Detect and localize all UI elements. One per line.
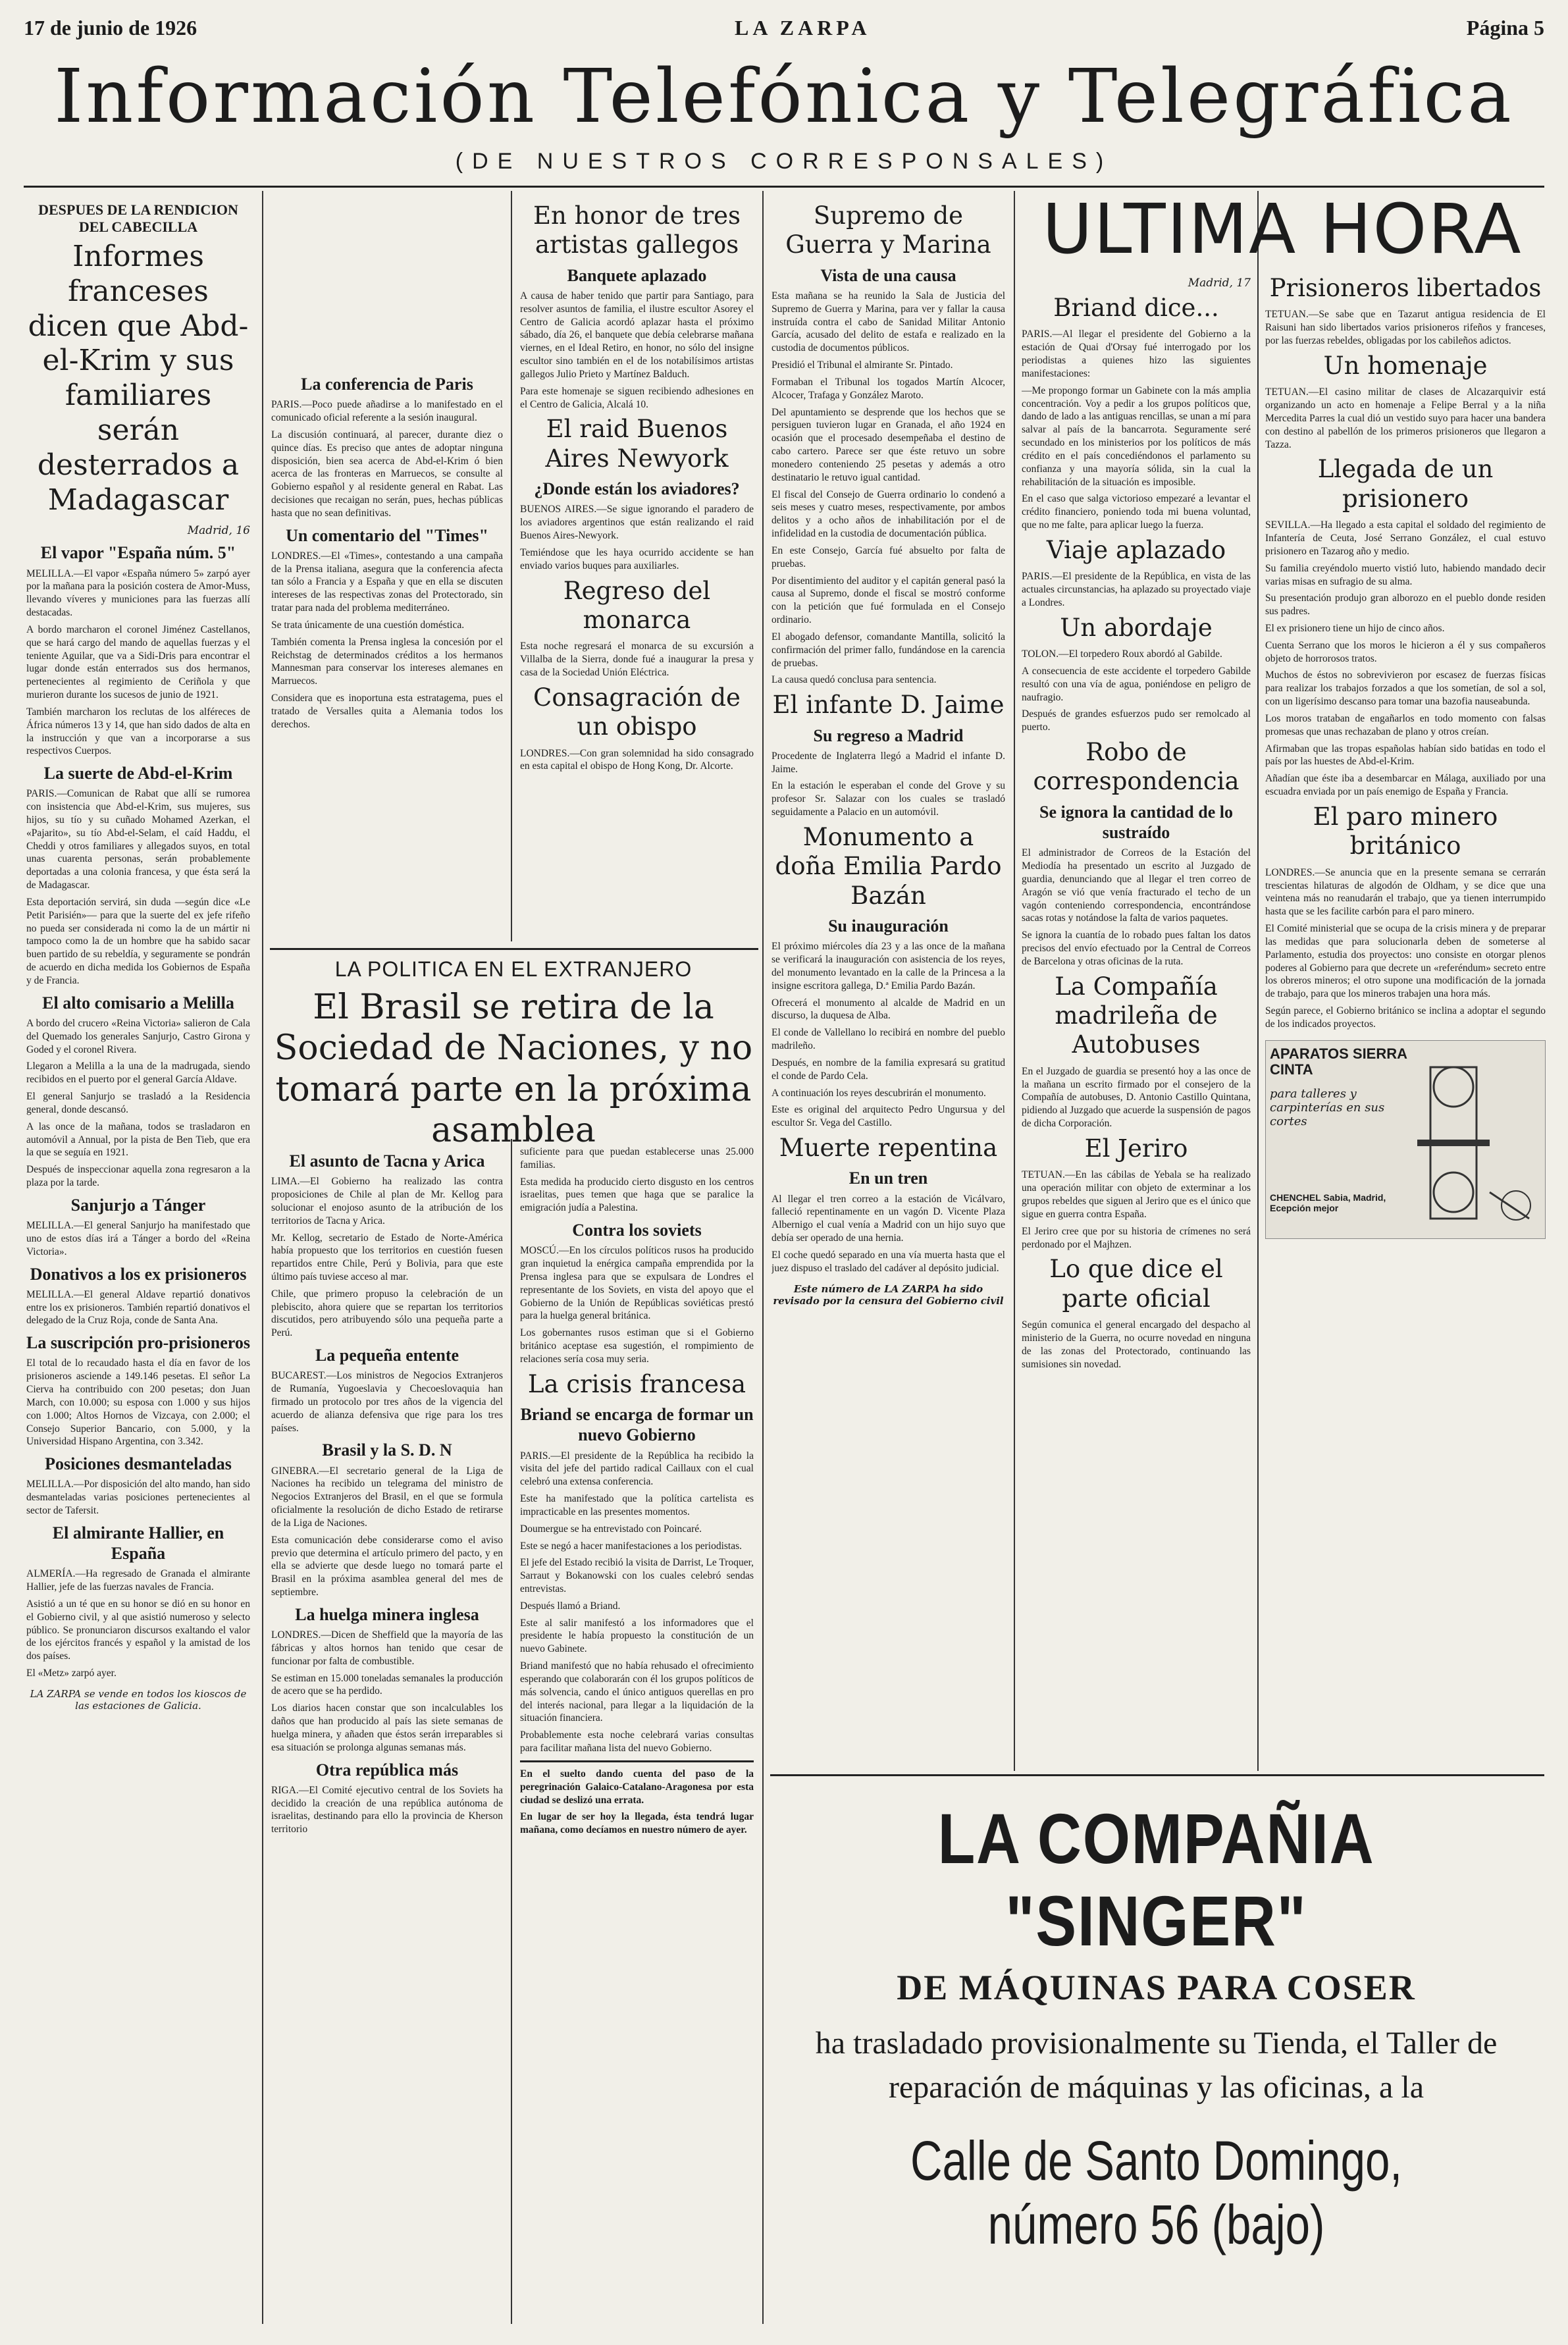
paragraph: Los moros trataban de engañarlos en todo momento con falsas promesas que unas rechazaban de plano y otros creían. bbox=[1265, 712, 1546, 737]
section-title: Brasil y la S. D. N bbox=[322, 1440, 452, 1460]
ad-line-3: ha trasladado provisionalmente su Tienda, el Taller de reparación de máquinas y las oficinas, a la bbox=[815, 2026, 1498, 2105]
paragraph: LONDRES.—El «Times», contestando a una campaña de la Prensa italiana, asegura que la conferencia afecta tan sólo a Francia y a España y que en ella se discuten intereses de las respectivas zonas del Protectorado, sin tratar para nada del problema mediterráneo. bbox=[271, 550, 503, 614]
paragraph: Esta mañana se ha reunido la Sala de Justicia del Supremo de Guerra y Marina, para ver y fallar la causa instruída contra el cabo de Sanidad Militar Antonio García, acusado del delito de estafa e realizado en la custodia de documentos públicos. bbox=[771, 290, 1005, 354]
paragraph: Cuenta Serrano que los moros le hicieron a él y sus compañeros objeto de horrorosos tratos. bbox=[1265, 639, 1546, 664]
paragraph: En el caso que salga victorioso empezaré a levantar el crédito financiero, poniendo toda mi buena voluntad, que no me falte, para aplicar luego la fuerza. bbox=[1022, 493, 1251, 531]
paragraph: Se ignora la cuantía de lo robado pues faltan los datos precisos del envío efectuado por la Central de Correos de Barcelona y otras oficinas de la ruta. bbox=[1022, 930, 1251, 967]
paragraph: LONDRES.—Con gran solemnidad ha sido consagrado en esta capital el obispo de Hong Kong, Dr. Alcorte. bbox=[520, 747, 754, 772]
headline: Monumento a doña Emilia Pardo Bazán bbox=[775, 822, 1002, 910]
column-divider bbox=[762, 191, 764, 2324]
paragraph: El total de lo recaudado hasta el día en favor de los prisioneros asciende a 149.146 pesetas. El señor La Cierva ha contribuido con 200 pesetas; don Juan March, con 10.000; su esposa con 1.000 y sus hijos con 1.000; Altos Hornos de Vizcaya, con 2.000; el Consejo Superior Bancario, con 5.000, y la Universidad Hispano Argentina, con 3.342. bbox=[26, 1357, 250, 1448]
section-title: Donativos a los ex prisioneros bbox=[30, 1264, 247, 1284]
page-header bbox=[24, 16, 1544, 42]
headline: Muerte repentina bbox=[779, 1134, 998, 1162]
paragraph: Esta comunicación debe considerarse como el aviso previo que determina el artículo primero del pacto, y en ella se advierte que desde luego no tomará parte el Brasil en la próxima asamblea general del mes de septiembre. bbox=[271, 1534, 503, 1598]
paragraph: A bordo marcharon el coronel Jiménez Castellanos, que se hará cargo del mando de aquellas fuerzas y el teniente Aguilar, que va a Sidi-Dris para encontrar el lugar donde están enterrados sus dos hermanos, pertenecientes al regimiento de Ceriñola y que murieron durante los sucesos de junio de 1921. bbox=[26, 623, 250, 701]
ultima-hora-banner bbox=[1019, 191, 1546, 270]
paragraph: Por disentimiento del auditor y el capitán general pasó la causa al Supremo, donde el fiscal se mostró conforme con la petición que fué formulada en el Consejo ordinario. bbox=[771, 575, 1005, 626]
section-title: El almirante Hallier, en España bbox=[52, 1523, 224, 1564]
column-6 bbox=[1265, 270, 1546, 1771]
headline: En honor de tres artistas gallegos bbox=[533, 201, 741, 259]
paragraph: Su familia creyéndolo muerto vistió luto, habiendo mandado decir varias misas en sufragio de su alma. bbox=[1265, 562, 1546, 587]
paragraph: En el Juzgado de guardia se presentó hoy a las once de la mañana un escrito firmado por el consejero de la Compañía de autobuses, D. Antonio Castillo Quintana, pidiendo al Juzgado que acuerde la suspensión de pagos de dicha Corporación. bbox=[1022, 1065, 1251, 1130]
paragraph: Se trata únicamente de una cuestión doméstica. bbox=[271, 619, 465, 631]
section-title: La pequeña entente bbox=[315, 1346, 459, 1365]
paragraph: Añadían que éste iba a desembarcar en Málaga, auxiliado por una escuadra enviada por un país enemigo de España y Francia. bbox=[1265, 773, 1546, 798]
paragraph: TETUAN.—Se sabe que en Tazarut antigua residencia de El Raisuni han sido libertados varios prisioneros rifeños y franceses, por las fuerzas rebeldes, obligadas por los cabileños adictos. bbox=[1265, 309, 1546, 347]
headline: Prisioneros libertados bbox=[1269, 274, 1542, 302]
column-1 bbox=[26, 198, 250, 2324]
column-4 bbox=[771, 198, 1005, 1771]
paragraph: MELILLA.—El vapor «España número 5» zarpó ayer por la mañana para la posición costera de Amor-Muss, llevando víveres y municiones para las fuerzas allí destacadas. bbox=[26, 567, 250, 619]
column-divider bbox=[511, 191, 512, 941]
paragraph: MELILLA.—El general Sanjurjo ha manifestado que uno de estos días irá a Tánger a bordo del «Reina Victoria». bbox=[26, 1220, 250, 1257]
paragraph: Después, en nombre de la familia expresará su gratitud el conde de Pardo Cela. bbox=[771, 1057, 1005, 1082]
paragraph: Temiéndose que les haya ocurrido accidente se han enviado varios buques para auxiliarles. bbox=[520, 546, 754, 571]
headline: Regreso del monarca bbox=[563, 576, 711, 634]
column-3-bottom bbox=[520, 1146, 754, 2324]
paragraph: Los diarios hacen constar que son incalculables los daños que han producido al país las siete semanas de huelga minera, y añaden que éstos serán irreparables si esa situación se prolonga algunas semanas más. bbox=[271, 1702, 503, 1753]
paragraph: El fiscal del Consejo de Guerra ordinario lo condenó a seis meses y cuatro meses, respectivamente, por ambos delitos y a ocho años de inhabilitación por el de infidelidad en la custodia de documentación pública. bbox=[771, 488, 1005, 540]
subheadline: ¿Donde están los aviadores? bbox=[534, 479, 740, 499]
paragraph: BUCAREST.—Los ministros de Negocios Extranjeros de Rumanía, Yugoeslavia y Checoeslovaquia han firmado un protocolo por tres años de la vigencia del acuerdo de alianza defensiva que rige para los tres países. bbox=[271, 1370, 503, 1434]
paragraph: También comenta la Prensa inglesa la concesión por el Reichstag de determinados créditos a los hermanos Mannesman para conservar los intereses alemanes en Marruecos. bbox=[271, 636, 503, 687]
headline: Informes franceses dicen que Abd-el-Krim y sus familiares serán desterrados a Madagascar bbox=[28, 240, 249, 517]
paragraph: Procedente de Inglaterra llegó a Madrid el infante D. Jaime. bbox=[771, 750, 1005, 775]
subheadline: En un tren bbox=[849, 1169, 928, 1188]
paragraph: Según comunica el general encargado del despacho al ministerio de la Guerra, no ocurre novedad en ninguna de las zonas del Protectorado, continuando las sumisiones sin novedad. bbox=[1022, 1319, 1251, 1370]
paragraph: Probablemente esta noche celebrará varias consultas para facilitar mañana lista del nuevo Gobierno. bbox=[520, 1729, 754, 1754]
paragraph: A las once de la mañana, todos se trasladaron en automóvil a Annual, por la pista de Ben Tieb, que era la que se seguía en 1921. bbox=[26, 1120, 250, 1159]
headline: Briand dice... bbox=[1053, 294, 1219, 322]
headline: Llegada de un prisionero bbox=[1317, 455, 1494, 513]
paragraph: Este ha manifestado que la política cartelista es impracticable en las presentes momentos. bbox=[520, 1493, 754, 1517]
singer-advertisement bbox=[766, 1778, 1546, 2324]
politica-headline: El Brasil se retira de la Sociedad de Naciones, y no tomará parte en la próxima asamblea bbox=[274, 988, 753, 1151]
paragraph: suficiente para que puedan establecerse unas 25.000 familias. bbox=[520, 1146, 754, 1171]
paragraph: El general Sanjurjo se trasladó a la Residencia general, donde descansó. bbox=[26, 1091, 250, 1115]
kicker: DESPUES DE LA RENDICION DEL CABECILLA bbox=[38, 201, 238, 235]
paragraph: A bordo del crucero «Reina Victoria» salieron de Cala del Quemado los generales Sanjurjo, Castro Girona y Goded y el coronel Rivera. bbox=[26, 1017, 250, 1055]
subheadline: Su inauguración bbox=[828, 916, 949, 936]
headline: El paro minero británico bbox=[1313, 802, 1498, 860]
column-divider bbox=[511, 1139, 512, 2324]
paragraph: Afirmaban que las tropas españolas habían sido batidas en todo el país por las huestes de Abd-el-Krim. bbox=[1265, 743, 1546, 768]
censor-note: Este número de LA ZARPA ha sido revisado por la censura del Gobierno civil bbox=[773, 1282, 1004, 1307]
paragraph: RIGA.—El Comité ejecutivo central de los Soviets ha decidido la creación de una república autónoma de israelitas, destinando para ello la provincia de Kherson territorio bbox=[271, 1784, 503, 1835]
paragraph: MELILLA.—Por disposición del alto mando, han sido desmanteladas varias posiciones pertenecientes al sector de Tafersit. bbox=[26, 1479, 250, 1517]
paragraph: El abogado defensor, comandante Mantilla, solicitó la confirmación del primer fallo, fundándose en la carencia de pruebas. bbox=[771, 631, 1005, 669]
paragraph: PARIS.—El presidente de la República ha recibido la visita del jefe del partido radical Caillaux con el cual celebró una extensa conferencia. bbox=[520, 1450, 754, 1488]
paragraph: PARIS.—El presidente de la República, en vista de las actuales circunstancias, ha aplazado su proyectado viaje a Londres. bbox=[1022, 571, 1251, 608]
section-title: Posiciones desmanteladas bbox=[45, 1454, 232, 1474]
column-divider bbox=[1014, 191, 1015, 1771]
section-title: Otra república más bbox=[315, 1760, 459, 1779]
column-divider bbox=[1257, 191, 1259, 1771]
paragraph: Después de grandes esfuerzos pudo ser remolcado al puerto. bbox=[1022, 708, 1251, 733]
paragraph: Mr. Kellog, secretario de Estado de Norte-América había propuesto que los territorios en cuestión fuesen repartidos entre Chile, Perú y Bolivia, para que este último país tuviese acceso al mar. bbox=[271, 1232, 503, 1282]
headline: La crisis francesa bbox=[527, 1369, 746, 1398]
dateline: Madrid, 16 bbox=[187, 524, 250, 538]
paragraph: Se estiman en 15.000 toneladas semanales la producción de acero que se ha perdido. bbox=[271, 1672, 503, 1697]
paragraph: A causa de haber tenido que partir para Santiago, para resolver asuntos de familia, el ilustre escultor Asorey el Centro de Galicia acordó aplazar hasta el próximo sábado, día 26, el banquete que debía celebrarse mañana viernes, en el Ideal Retiro, en honor, no sólo del insigne escultor sino también en el de los notabilísimos artistas gallegos Julio Prieto y Martínez Balduch. bbox=[520, 290, 754, 380]
paragraph: Su presentación produjo gran alborozo en el pueblo donde residen sus padres. bbox=[1265, 593, 1546, 618]
headline: El Jeriro bbox=[1084, 1134, 1188, 1163]
paragraph: El Jeriro cree que por su historia de crímenes no será perdonado por el Majhzen. bbox=[1022, 1225, 1251, 1250]
paragraph: GINEBRA.—El secretario general de la Liga de Naciones ha recibido un telegrama del ministro de Negocios Extranjeros del Brasil, en el que se formula oficialmente la resolución de dicho Estado de retirarse de la Liga de Naciones. bbox=[271, 1465, 503, 1529]
section-title: El vapor "España núm. 5" bbox=[40, 543, 236, 563]
paragraph: —Me propongo formar un Gabinete con la más amplia concentración. Voy a pedir a los grupos políticos que, dando de lado a las antiguas rencillas, se unan a mí para salvar al país de la bancarrota. Seguramente seré secundado en los ministerios por los políticos de más crédito en el país concediéndonos el parlamento su confianza y una mayoría sólida, sin la cual la rehabilitación de la situación es imposible. bbox=[1022, 384, 1251, 488]
subheadline: Briand se encarga de formar un nuevo Gobierno bbox=[520, 1405, 754, 1445]
column-5 bbox=[1022, 195, 1251, 1771]
paragraph: La causa quedó conclusa para sentencia. bbox=[771, 674, 937, 686]
ad-rule bbox=[770, 1774, 1544, 1776]
masthead-title: Información Telefónica y Telegráfica bbox=[54, 54, 1514, 140]
ad-footer-text: CHENCHEL Sabia, Madrid, Ecepción mejor bbox=[1270, 1192, 1386, 1213]
section-title: La suscripción pro-prisioneros bbox=[26, 1333, 250, 1353]
paragraph: Ofrecerá el monumento al alcalde de Madrid en un discurso, la duquesa de Alba. bbox=[771, 997, 1005, 1022]
paragraph: Formaban el Tribunal los togados Martín Alcocer, Alcocer, Trafaga y González Maroto. bbox=[771, 376, 1005, 401]
paragraph: El «Metz» zarpó ayer. bbox=[26, 1668, 117, 1679]
headline: El raid Buenos Aires Newyork bbox=[545, 415, 729, 473]
ad-subtext: para talleres y carpinterías en sus cortes bbox=[1270, 1086, 1385, 1128]
section-rule bbox=[520, 1760, 754, 1762]
paragraph: Asistió a un té que en su honor se dió en su honor en el Gobierno civil, y al que asistió numeroso y selecto público. Se pronunciaron discursos exaltando el valor de los ejércitos francés y español y la amistad de los dos países. bbox=[26, 1598, 250, 1662]
paragraph: Este es original del arquitecto Pedro Ungursua y del escultor Sr. Vega del Castillo. bbox=[771, 1104, 1005, 1129]
paragraph: Presidió el Tribunal el almirante Sr. Pintado. bbox=[771, 359, 953, 371]
section-title: El asunto de Tacna y Arica bbox=[289, 1151, 485, 1171]
paragraph: Los gobernantes rusos estiman que si el Gobierno británico aceptase esa sugestión, el rompimiento de relaciones sería cosa muy seria. bbox=[520, 1327, 754, 1365]
column-2-bottom bbox=[271, 1146, 503, 2324]
paragraph: BUENOS AIRES.—Se sigue ignorando el paradero de los aviadores argentinos que están realizando el raid Buenos Aires-Newyork. bbox=[520, 504, 754, 542]
ad-brand-text: APARATOS SIERRA CINTA bbox=[1270, 1045, 1407, 1078]
paragraph: Briand manifestó que no había rehusado el ofrecimiento esperando que colaborarán con él los grupos políticos de más solvencia, cando el único antiguos querellas en pro del interés nacional, para llegar a la liquidación de la situación financiera. bbox=[520, 1660, 754, 1724]
paragraph: MELILLA.—El general Aldave repartió donativos entre los ex prisioneros. También repartió donativos el delegado de la Cruz Roja, conde de Santa Ana. bbox=[26, 1288, 250, 1327]
ad-line-4: Calle de Santo Domingo, número 56 (bajo) bbox=[910, 2130, 1403, 2256]
dateline: Madrid, 17 bbox=[1188, 277, 1251, 290]
paragraph: ALMERÍA.—Ha regresado de Granada el almirante Hallier, jefe de las fuerzas navales de Francia. bbox=[26, 1568, 250, 1593]
section-title: Sanjurjo a Tánger bbox=[70, 1195, 206, 1215]
paragraph: A consecuencia de este accidente el torpedero Gabilde resultó con una vía de agua, poniéndose en peligro de naufragio. bbox=[1022, 665, 1251, 703]
paragraph: Al llegar el tren correo a la estación de Vicálvaro, falleció repentinamente en un vagón D. Vicente Plaza Albernigo el cual venía a Madrid con un hijo suyo que debía ser operado de una hernia. bbox=[771, 1193, 1005, 1244]
paragraph: El ex prisionero tiene un hijo de cinco años. bbox=[1265, 622, 1445, 634]
paragraph: En este Consejo, García fué absuelto por falta de pruebas. bbox=[771, 544, 1005, 569]
paragraph: Este al salir manifestó a los informadores que el presidente le había propuesto la constitución de un nuevo Gabinete. bbox=[520, 1617, 754, 1655]
section-title: La huelga minera inglesa bbox=[295, 1604, 479, 1624]
masthead-rule bbox=[24, 186, 1544, 188]
headline: El infante D. Jaime bbox=[772, 691, 1005, 720]
subheadline: Banquete aplazado bbox=[567, 265, 707, 285]
paragraph: SEVILLA.—Ha llegado a esta capital el soldado del regimiento de Infantería de Ceuta, José Serrano González, el cual estuvo prisionero en Tazarog año y medio. bbox=[1265, 519, 1546, 557]
paragraph: A continuación los reyes descubrirán el monumento. bbox=[771, 1087, 986, 1099]
paragraph: El administrador de Correos de la Estación del Mediodía ha presentado un escrito al Juzgado de guardia, denunciando que al llegar el tren correo de Aragón se vió que venía fracturado el techo de un vagón conteniendo correspondencia, encontrándose sacas rotas y notándose la falta de varios paquetes. bbox=[1022, 847, 1251, 924]
paragraph: Después de inspeccionar aquella zona regresaron a la plaza por la tarde. bbox=[26, 1164, 250, 1189]
paragraph: Esta deportación servirá, sin duda —según dice «Le Petit Parisién»— para que la suerte del ex jefe rifeño no pueda ser considerada ni como la de un mártir ni tampoco como la de un hombre que ha sabido sacar buen partido de su rebeldía, y seguramente se pondrán de acuerdo en dicha medida los Gobiernos de España y de Francia. bbox=[26, 896, 250, 986]
paragraph: El Comité ministerial que se ocupa de la crisis minera y de preparar las medidas que para solucionarla deben de someterse al Parlamento, estudia dos proyectos: uno consiste en otorgar plenos poderes al Gobierno para que decrete un «referéndum» secreto entre los obreros mineros; el otro supone una modificación de la jornada de trabajo, para que los mineros trabajen una hora más. bbox=[1265, 923, 1546, 1000]
paragraph: Para este homenaje se siguen recibiendo adhesiones en el Centro de Galicia, Alcalá 10. bbox=[520, 385, 754, 410]
paragraph: MOSCÚ.—En los círculos políticos rusos ha producido gran inquietud la enérgica campaña emprendida por la Prensa inglesa para que se expulsara de Londres el representante de los Soviets, en vista del apoyo que el Gobierno de la Unión de Repúblicas soviéticas prestó para la huelga general británica. bbox=[520, 1245, 754, 1322]
paragraph: PARIS.—Comunican de Rabat que allí se rumorea con insistencia que Abd-el-Krim, sus mujeres, sus hijos, su tío y su cuñado Mohamed Azerkan, el «Pajarito», su tío Abd-el-Selam, el caíd Haddu, el Cheddi y otros familiares y allegados suyos, en total unas cuarenta personas, serán probablemente deportadas a una colonia francesa, y que ésta será la de Madagascar. bbox=[26, 788, 250, 891]
section-title: Contra los soviets bbox=[572, 1221, 702, 1240]
column-divider bbox=[262, 191, 263, 2324]
paragraph: Considera que es inoportuna esta estratagema, pues el tratado de Versalles quita a Alemania todos los derechos. bbox=[271, 693, 503, 730]
paragraph: Del apuntamiento se desprende que los hechos que se persiguen tuvieron lugar en Granada, el año 1924 en ocasión que el procesado desempeñaba el destino de cabo cartero. Parece ser que éste retuvo un sobre monedero conteniendo 25 pesetas y además a otro destinatario le retuvo igual cantidad. bbox=[771, 406, 1005, 483]
paragraph: Esta medida ha producido cierto disgusto en los centros israelitas, pues temen que haga que se paralice la emigración judía a Palestina. bbox=[520, 1176, 754, 1214]
paragraph: Muchos de éstos no sobrevivieron por escasez de fuerzas físicas para realizar los trabajos forzados a que los sometían, de sol a sol, con un ligerísimo descanso para tomar una bazofia nauseabunda. bbox=[1265, 670, 1546, 708]
headline: Consagración de un obispo bbox=[533, 683, 741, 741]
paragraph: En lugar de ser hoy la llegada, ésta tendrá lugar mañana, como decíamos en nuestro número de ayer. bbox=[520, 1811, 754, 1836]
section-title: Un comentario del "Times" bbox=[286, 525, 488, 545]
headline: Un abordaje bbox=[1060, 613, 1213, 642]
headline: La Compañía madrileña de Autobuses bbox=[1055, 972, 1218, 1059]
headline: Lo que dice el parte oficial bbox=[1049, 1255, 1223, 1313]
paragraph: LIMA.—El Gobierno ha realizado las contra proposiciones de Chile al plan de Mr. Kellog para solucionar el enojoso asunto de la atribución de los territorios de Tacna y Arica. bbox=[271, 1176, 503, 1226]
headline: Viaje aplazado bbox=[1046, 535, 1226, 564]
subheadline: Se ignora la cantidad de lo sustraído bbox=[1039, 802, 1233, 843]
headline: Un homenaje bbox=[1323, 351, 1488, 380]
footnote: LA ZARPA se vende en todos los kioscos de las estaciones de Galicia. bbox=[30, 1687, 247, 1712]
paragraph: Este se negó a hacer manifestaciones a los periodistas. bbox=[520, 1540, 743, 1552]
paragraph: La discusión continuará, al parecer, durante diez o quince días. Es preciso que antes de adoptar ninguna disposición, bien sea acerca de Abd-el-Krim ó bien acerca de las fronteras en Marruecos, se consulte al Gobierno español y al residente general en Rabat. Las decisiones que recaigan no serán, pues, hechas públicas hasta que no sean definitivas. bbox=[271, 429, 503, 519]
politica-kicker: LA POLITICA EN EL EXTRANJERO bbox=[334, 957, 693, 981]
section-title: La conferencia de Paris bbox=[301, 375, 473, 394]
paragraph: Chile, que primero propuso la celebración de un plebiscito, ahora quiere que se repartan los territorios discutidos, pero atribuyendo sólo una pequeña parte a Perú. bbox=[271, 1288, 503, 1339]
paragraph: El coche quedó separado en una vía muerta hasta que el juez dispuso el traslado del cadáver al depósito judicial. bbox=[771, 1249, 1005, 1274]
headline: Supremo de Guerra y Marina bbox=[785, 201, 991, 259]
headline: Robo de correspondencia bbox=[1033, 738, 1240, 796]
ad-line-1: LA COMPAÑIA "SINGER" bbox=[937, 1799, 1375, 1961]
section-title: El alto comisario a Melilla bbox=[42, 993, 234, 1013]
paragraph: Según parece, el Gobierno británico se inclina a adoptar el segundo de los indicados proyectos. bbox=[1265, 1005, 1546, 1030]
paragraph: LONDRES.—Se anuncia que en la presente semana se cerrarán trescientas hilaturas de algodón de Oldham, y se dice que una veintena más no reanudarán el trabajo, que ya tienen interrumpido hasta que se les facilite carbón para el paro minero. bbox=[1265, 866, 1546, 918]
section-rule bbox=[270, 948, 758, 950]
masthead-subtitle: (DE NUESTROS CORRESPONSALES) bbox=[455, 149, 1113, 174]
paragraph: PARIS.—Poco puede añadirse a lo manifestado en el comunicado oficial referente a la sesión inaugural. bbox=[271, 399, 503, 424]
header-paper-name: LA ZARPA bbox=[735, 16, 871, 40]
politica-header bbox=[270, 955, 757, 1158]
paragraph: Después llamó a Briand. bbox=[520, 1600, 621, 1612]
paragraph: Doumergue se ha entrevistado con Poincaré. bbox=[520, 1523, 702, 1535]
paragraph: TETUAN.—En las cábilas de Yebala se ha realizado una operación militar con objeto de exterminar a los grupos rebeldes que siguen al Jeriro que es el único que sigue en guerra contra España. bbox=[1022, 1169, 1251, 1220]
paragraph: El jefe del Estado recibió la visita de Darrist, Le Troquer, Sarraut y Bokanowski con los cuales celebró sendas entrevistas. bbox=[520, 1557, 754, 1594]
paragraph: En la estación le esperaban el conde del Grove y su profesor Sr. Salazar con los cuales se trasladó seguidamente a Palacio en un automóvil. bbox=[771, 780, 1005, 818]
subheadline: Su regreso a Madrid bbox=[813, 725, 964, 745]
paragraph: Llegaron a Melilla a la una de la madrugada, siendo recibidos en el puerto por el general García Aldave. bbox=[26, 1061, 250, 1086]
ultima-hora-title: ULTIMA HORA bbox=[1042, 189, 1523, 269]
paragraph: El conde de Vallellano lo recibirá en nombre del pueblo madrileño. bbox=[771, 1027, 1005, 1052]
column-2-top bbox=[271, 369, 503, 941]
subheadline: Vista de una causa bbox=[820, 265, 956, 285]
header-date: 17 de junio de 1926 bbox=[24, 16, 197, 40]
paragraph: Esta noche regresará el monarca de su excursión a Villalba de la Sierra, donde fué a inaugurar la presa y casa de la Sociedad Unión Eléctrica. bbox=[520, 641, 754, 678]
paragraph: PARIS.—Al llegar el presidente del Gobierno a la estación de Quai d'Orsay fué interrogado por los periodistas a quienes hizo las siguientes manifestaciones: bbox=[1022, 329, 1251, 379]
header-page-number: Página 5 bbox=[1466, 16, 1544, 40]
ad-line-2: DE MÁQUINAS PARA COSER bbox=[897, 1968, 1416, 2007]
paragraph: LONDRES.—Dicen de Sheffield que la mayoría de las fábricas y altos hornos han tenido que cesar de funcionar por falta de combustible. bbox=[271, 1629, 503, 1667]
paragraph: En el suelto dando cuenta del paso de la peregrinación Galaico-Catalano-Aragonesa por esta ciudad se deslizó una errata. bbox=[520, 1768, 754, 1806]
saw-advertisement bbox=[1265, 1040, 1546, 1239]
paragraph: También marcharon los reclutas de los alféreces de África números 13 y 14, que han sido dados de alta en la instrucción y que van a incorporarse a sus respectivos Cuerpos. bbox=[26, 706, 250, 757]
paragraph: El próximo miércoles día 23 y a las once de la mañana se verificará la inauguración con asistencia de los reyes, del monumento levantado en la calle de la Princesa a la insigne escritora gallega, D.ª Emilia Pardo Bazán. bbox=[771, 941, 1005, 991]
paragraph: TETUAN.—El casino militar de clases de Alcazarquivir está organizando un acto en homenaje a Felipe Berral y a la niña Mercedita Parres la cual dió un vestido suyo para hacer una bandera con destino al pabellón de los primeros prisioneros que llegaron a Tazza. bbox=[1265, 386, 1546, 450]
paragraph: TOLON.—El torpedero Roux abordó al Gabilde. bbox=[1022, 648, 1222, 660]
column-3-top bbox=[520, 198, 754, 941]
section-title: La suerte de Abd-el-Krim bbox=[43, 764, 233, 783]
